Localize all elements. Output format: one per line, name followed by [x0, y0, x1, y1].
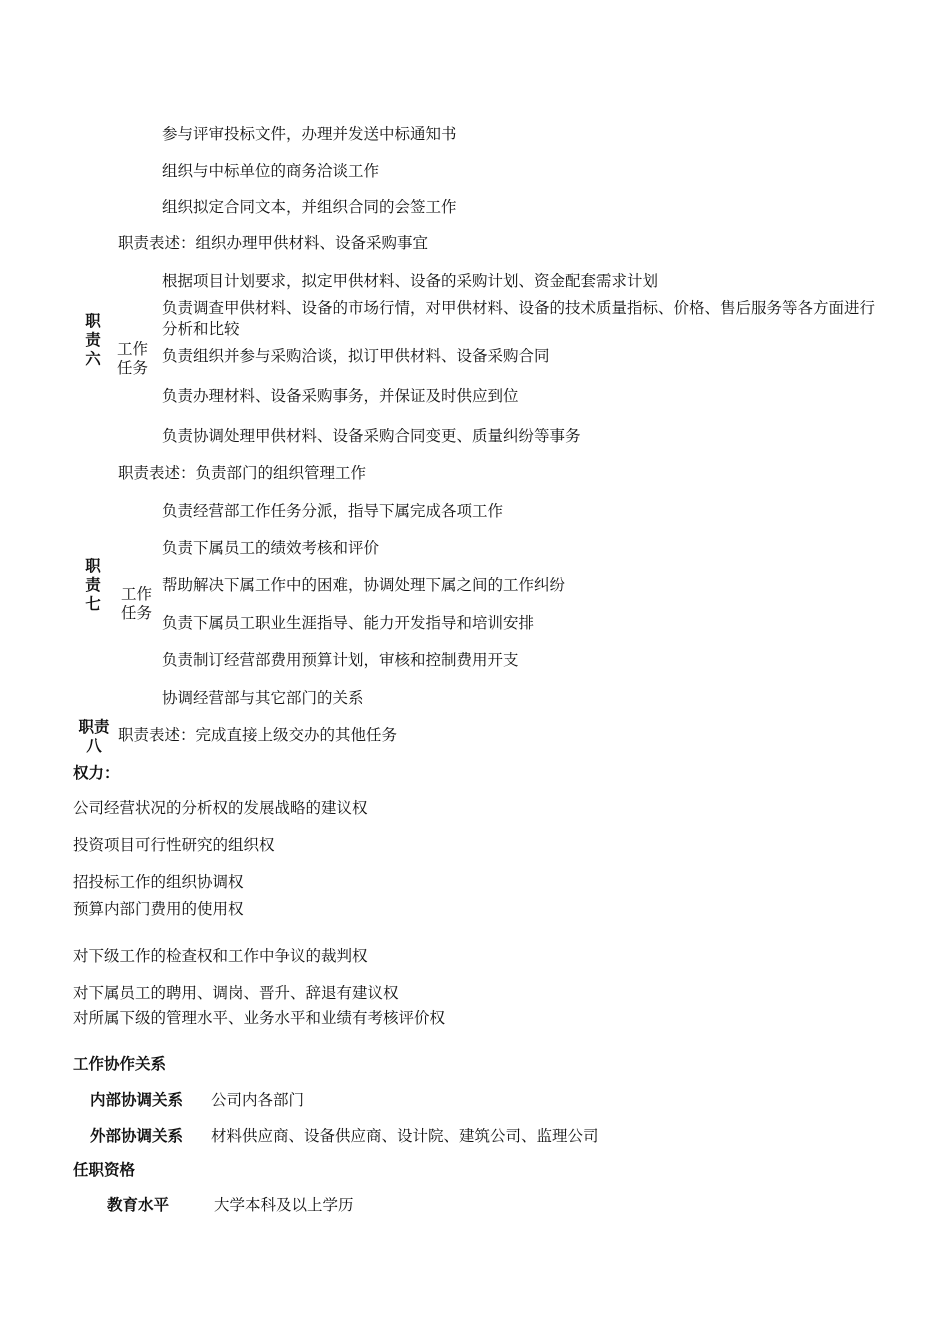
authority-item: 对所属下级的管理水平、业务水平和业绩有考核评价权: [73, 1009, 446, 1027]
education-label: 教育水平: [107, 1196, 170, 1214]
authority-item: 对下级工作的检查权和工作中争议的裁判权: [73, 947, 368, 965]
duty-label-line: 职: [85, 312, 101, 330]
task-label-line: 工作: [117, 340, 149, 358]
external-relations-label: 外部协调关系: [90, 1127, 184, 1145]
task-item: 负责协调处理甲供材料、设备采购合同变更、质量纠纷等事务: [162, 427, 581, 445]
authority-heading: 权力：: [73, 764, 120, 782]
authority-item: 招投标工作的组织协调权: [73, 873, 244, 891]
duty-six-task-label: [117, 340, 148, 378]
relations-heading: 工作协作关系: [73, 1055, 167, 1073]
task-item: 负责调查甲供材料、设备的市场行情，对甲供材料、设备的技术质量指标、价格、售后服务等各方面进行分析和比较: [162, 299, 876, 338]
duty-label-line: 职: [85, 557, 101, 575]
task-item: 帮助解决下属工作中的困难，协调处理下属之间的工作纠纷: [162, 576, 566, 594]
duty-label-line: 职责: [78, 718, 110, 736]
duty-seven-description: 职责表述：负责部门的组织管理工作: [118, 464, 367, 482]
duty-label-line: 六: [85, 350, 101, 368]
task-item: 组织与中标单位的商务洽谈工作: [162, 162, 380, 180]
authority-item: 对下属员工的聘用、调岗、晋升、辞退有建议权: [73, 984, 399, 1002]
task-item: 负责组织并参与采购洽谈，拟订甲供材料、设备采购合同: [162, 347, 550, 365]
authority-item: 预算内部门费用的使用权: [73, 900, 244, 918]
task-label-line: 任务: [117, 359, 149, 377]
task-item: 协调经营部与其它部门的关系: [162, 689, 364, 707]
task-item: 负责下属员工职业生涯指导、能力开发指导和培训安排: [162, 614, 535, 632]
duty-label-line: 七: [85, 595, 101, 613]
external-relations-value: 材料供应商、设备供应商、设计院、建筑公司、监理公司: [211, 1127, 599, 1145]
task-item: 负责制订经营部费用预算计划，审核和控制费用开支: [162, 651, 519, 669]
task-label-line: 任务: [121, 604, 153, 622]
task-item: 负责经营部工作任务分派，指导下属完成各项工作: [162, 502, 504, 520]
task-item: 负责办理材料、设备采购事务，并保证及时供应到位: [162, 387, 519, 405]
duty-seven-task-label: [121, 585, 152, 623]
task-label-line: 工作: [121, 585, 153, 603]
duty-eight-label: [72, 718, 116, 756]
duty-label-line: 责: [85, 576, 101, 594]
qualifications-heading: 任职资格: [73, 1161, 136, 1179]
duty-seven-label: [78, 557, 108, 614]
duty-label-line: 责: [85, 331, 101, 349]
authority-item: 投资项目可行性研究的组织权: [73, 836, 275, 854]
duty-six-label: [78, 312, 108, 369]
internal-relations-value: 公司内各部门: [211, 1091, 305, 1109]
duty-label-line: 八: [86, 737, 102, 755]
duty-six-description: 职责表述：组织办理甲供材料、设备采购事宜: [118, 234, 429, 252]
duty-eight-description: 职责表述：完成直接上级交办的其他任务: [118, 726, 398, 744]
task-item: 根据项目计划要求，拟定甲供材料、设备的采购计划、资金配套需求计划: [162, 272, 659, 290]
task-item: 组织拟定合同文本，并组织合同的会签工作: [162, 198, 457, 216]
authority-item: 公司经营状况的分析权的发展战略的建议权: [73, 799, 368, 817]
task-item: 负责下属员工的绩效考核和评价: [162, 539, 380, 557]
task-item: 参与评审投标文件，办理并发送中标通知书: [162, 125, 457, 143]
education-value: 大学本科及以上学历: [214, 1196, 354, 1214]
internal-relations-label: 内部协调关系: [90, 1091, 184, 1109]
